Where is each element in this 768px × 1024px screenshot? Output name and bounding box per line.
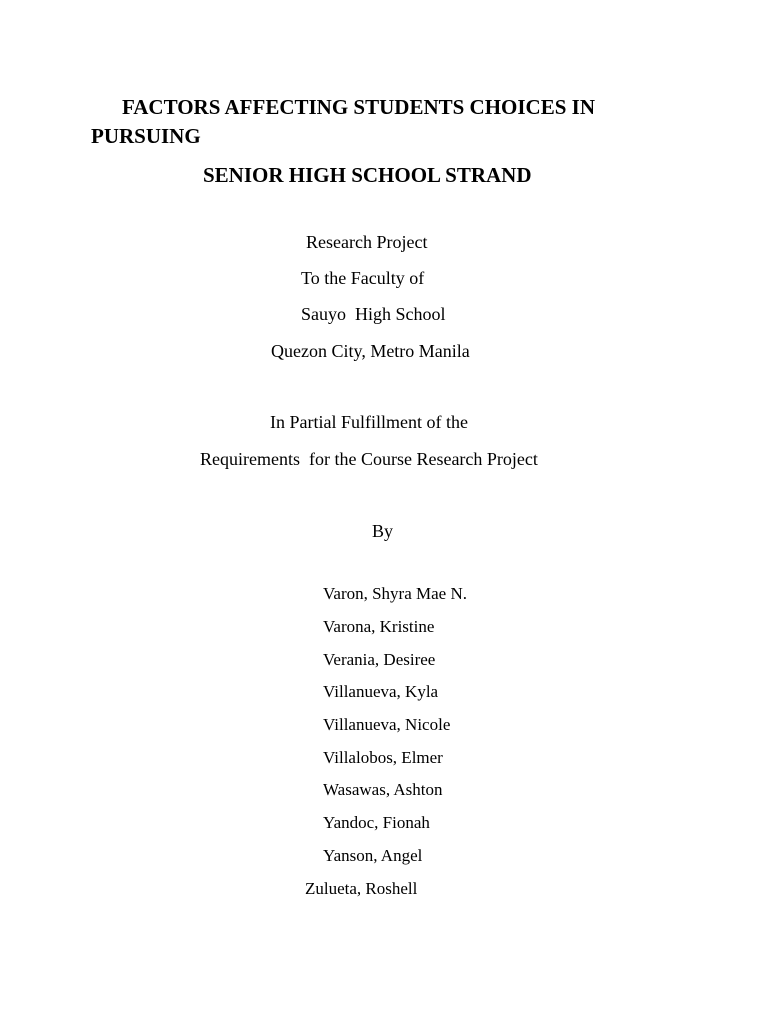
submission-to: To the Faculty of: [301, 268, 425, 288]
title-line-3: SENIOR HIGH SCHOOL STRAND: [203, 163, 532, 187]
title-line-1: FACTORS AFFECTING STUDENTS CHOICES IN: [122, 95, 595, 119]
by-label: By: [372, 521, 394, 541]
author-name: Villanueva, Nicole: [323, 715, 451, 734]
author-name: Villalobos, Elmer: [323, 748, 443, 767]
author-name: Yandoc, Fionah: [323, 813, 430, 832]
fulfillment-line-2: Requirements for the Course Research Project: [200, 449, 538, 469]
author-name: Varona, Kristine: [323, 617, 435, 636]
submission-type: Research Project: [306, 232, 428, 252]
submission-school: Sauyo High School: [301, 304, 446, 324]
author-name: Villanueva, Kyla: [323, 682, 439, 701]
submission-location: Quezon City, Metro Manila: [271, 341, 470, 361]
author-name: Varon, Shyra Mae N.: [323, 584, 467, 603]
author-name: Yanson, Angel: [323, 846, 423, 865]
author-name: Wasawas, Ashton: [323, 780, 443, 799]
author-name: Verania, Desiree: [323, 650, 436, 669]
title-line-2: PURSUING: [91, 124, 201, 148]
fulfillment-line-1: In Partial Fulfillment of the: [270, 412, 468, 432]
author-name: Zulueta, Roshell: [305, 879, 418, 898]
